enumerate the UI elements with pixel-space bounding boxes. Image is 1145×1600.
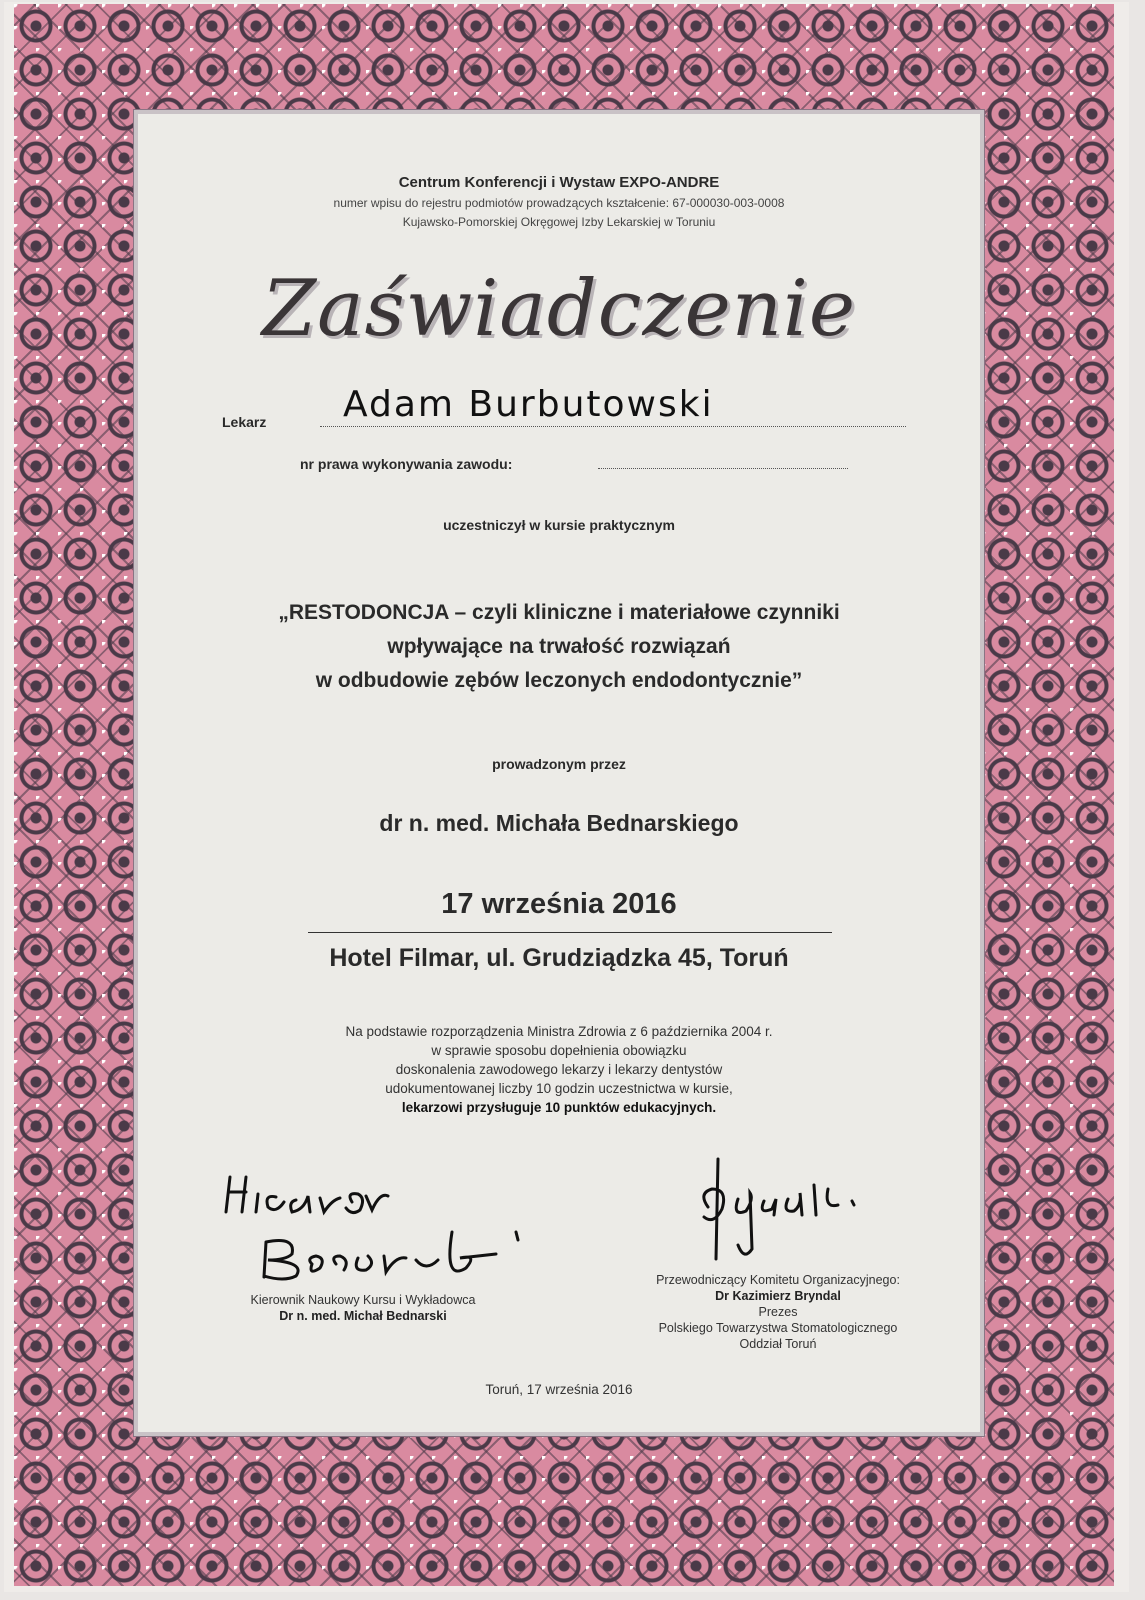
certificate-body [134, 110, 984, 1436]
course-title-line-3: w odbudowie zębów leczonych endodontycznie” [315, 669, 803, 692]
chamber-line: Kujawsko-Pomorskiej Okręgowej Izby Lekarskiej w Toruniu [402, 215, 716, 229]
event-date: 17 września 2016 [441, 888, 677, 920]
registry-line: numer wpisu do rejestru podmiotów prowadzących kształcenie: 67-000030-003-0008 [333, 196, 785, 210]
license-label: nr prawa wykonywania zawodu: [300, 456, 513, 472]
date-underline [308, 932, 832, 933]
left-signatory-name: Dr n. med. Michał Bednarski [279, 1309, 447, 1323]
recipient-name-line [320, 426, 906, 427]
right-signatory-org-line-1: Polskiego Towarzystwa Stomatologicznego [658, 1321, 898, 1335]
legal-line-5: lekarzowi przysługuje 10 punktów edukacyjnych. [401, 1100, 717, 1115]
left-signatory-role: Kierownik Naukowy Kursu i Wykładowca [250, 1293, 476, 1307]
signature-right [678, 1149, 898, 1269]
legal-line-3: doskonalenia zawodowego lekarzy i lekarzy dentystów [395, 1062, 723, 1077]
legal-text [138, 1022, 980, 1117]
signature-left [216, 1172, 546, 1292]
legal-line-1: Na podstawie rozporządzenia Ministra Zdrowia z 6 października 2004 r. [345, 1024, 773, 1039]
participation-text: uczestniczył w kursie praktycznym [443, 517, 675, 533]
certificate-title: Zaświadczenie [261, 264, 857, 354]
legal-line-2: w sprawie sposobu dopełnienia obowiązku [431, 1043, 687, 1058]
right-signatory-title: Prezes [758, 1305, 798, 1319]
organization-name: Centrum Konferencji i Wystaw EXPO-ANDRE [398, 174, 720, 191]
event-venue: Hotel Filmar, ul. Grudziądzka 45, Toruń [329, 944, 789, 972]
legal-line-4: udokumentowanej liczby 10 godzin uczestnictwa w kursie, [385, 1081, 733, 1096]
conducted-by-label: prowadzonym przez [492, 756, 626, 772]
right-signatory-org-line-2: Oddział Toruń [739, 1337, 817, 1351]
right-signatory-role: Przewodniczący Komitetu Organizacyjnego: [656, 1273, 900, 1287]
lecturer-name: dr n. med. Michała Bednarskiego [379, 810, 739, 836]
issue-place-date: Toruń, 17 września 2016 [485, 1382, 633, 1397]
course-title-line-2: wpływające na trwałość rozwiązań [387, 635, 731, 658]
license-number-line [598, 468, 848, 469]
signature-left-caption [198, 1292, 528, 1324]
right-signatory-name: Dr Kazimierz Bryndal [715, 1289, 841, 1303]
course-title-line-1: „RESTODONCJA – czyli kliniczne i materiałowe czynniki [278, 601, 840, 624]
signature-right-caption [618, 1272, 938, 1352]
recipient-label: Lekarz [222, 414, 267, 430]
recipient-name-handwritten: Adam Burbutowski [343, 384, 714, 425]
